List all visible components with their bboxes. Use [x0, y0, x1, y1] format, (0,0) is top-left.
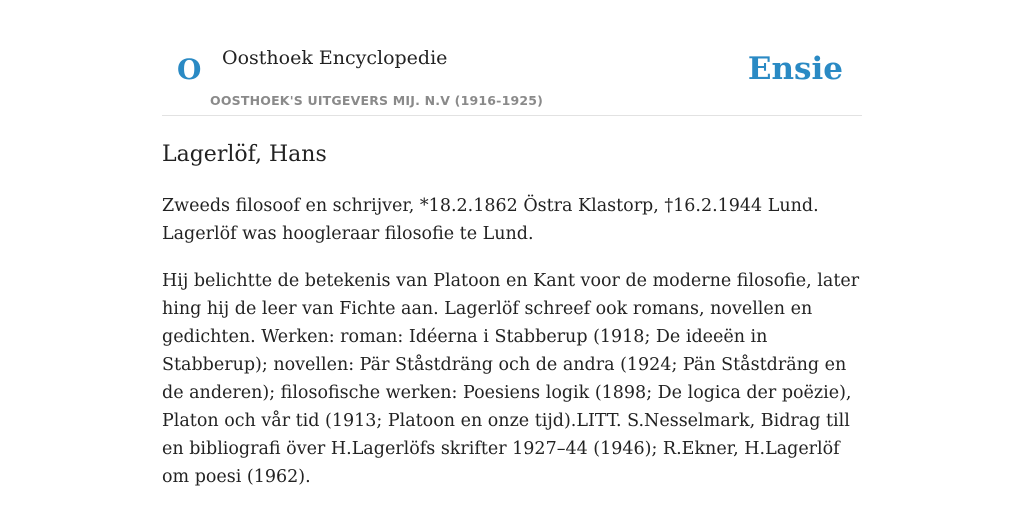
brand-logo[interactable]: Ensie — [747, 51, 843, 87]
publisher-subtitle: OOSTHOEK'S UITGEVERS MIJ. N.V (1916-1925) — [210, 93, 544, 108]
entry-paragraph: Zweeds filosoof en schrijver, *18.2.1862 Östra Klastorp, †16.2.1944 Lund. Lagerlöf was hoogleraar filosofie te Lund. — [162, 196, 819, 244]
publication-logo-icon[interactable]: O — [177, 53, 202, 86]
header — [162, 44, 862, 116]
entry-paragraph: Hij belichtte de betekenis van Platoon en Kant voor de moderne filosofie, later hing hij de leer van Fichte aan. Lagerlöf schreef ook romans, novellen en gedichten. Werken: roman: Idéerna i Stabberup (1918; De ideeën in Stabberup); novellen: Pär Ståstdräng och de andra (1924; Pän Ståstdräng en de anderen); filosofische werken: Poesiens logik (1898; De logica der poëzie), Platon och vår tid (1913; Platoon en onze tijd).LITT. S.Nesselmark, Bidrag till en bibliografi över H.Lagerlöfs skrifter 1927–44 (1946); R.Ekner, H.Lagerlöf om poesi (1962). — [162, 271, 860, 487]
entry-title: Lagerlöf, Hans — [162, 142, 327, 167]
publication-title[interactable]: Oosthoek Encyclopedie — [222, 47, 448, 69]
page — [162, 0, 862, 491]
